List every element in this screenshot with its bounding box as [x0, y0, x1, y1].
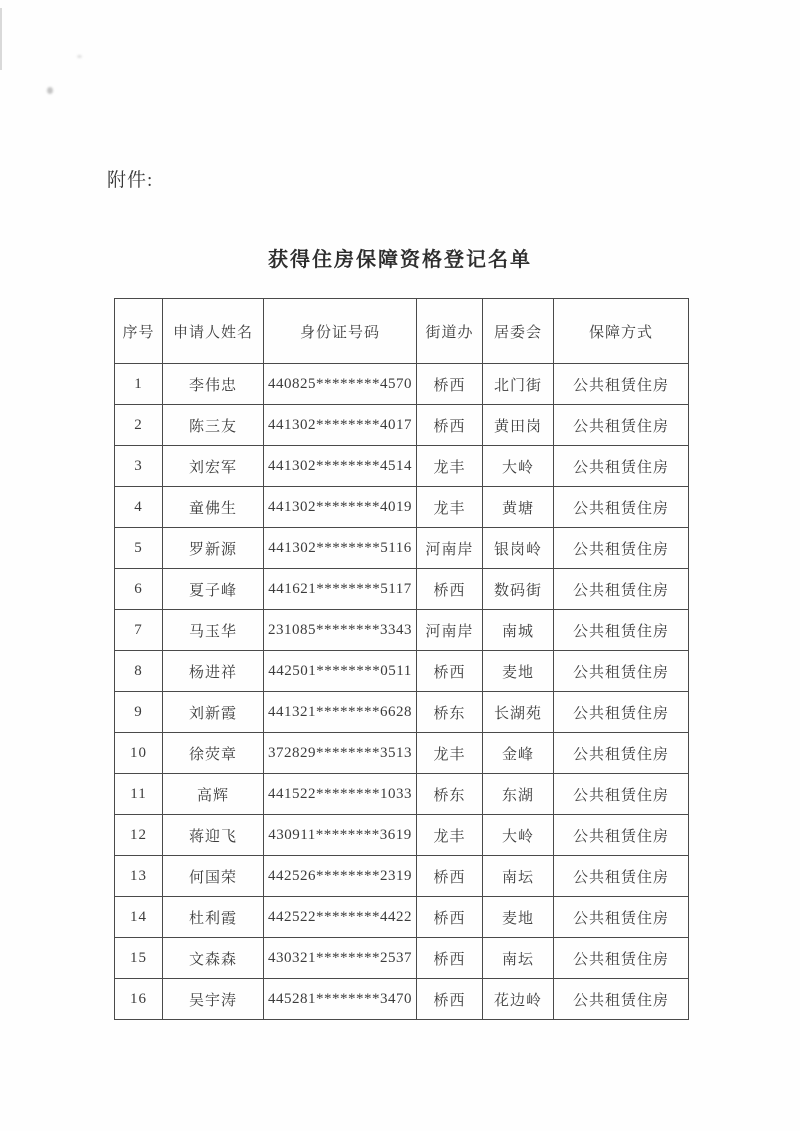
cell-method: 公共租赁住房 [554, 938, 689, 979]
column-header-method: 保障方式 [554, 299, 689, 364]
cell-index: 2 [115, 405, 163, 446]
cell-committee: 麦地 [483, 897, 554, 938]
cell-name: 刘新霞 [163, 692, 264, 733]
cell-name: 高辉 [163, 774, 264, 815]
cell-street: 桥西 [417, 979, 483, 1020]
cell-method: 公共租赁住房 [554, 897, 689, 938]
cell-committee: 长湖苑 [483, 692, 554, 733]
cell-id-number: 372829********3513 [264, 733, 417, 774]
cell-method: 公共租赁住房 [554, 815, 689, 856]
cell-committee: 南坛 [483, 856, 554, 897]
cell-street: 龙丰 [417, 815, 483, 856]
cell-id-number: 441302********4017 [264, 405, 417, 446]
cell-name: 徐荧章 [163, 733, 264, 774]
cell-name: 吴宇涛 [163, 979, 264, 1020]
cell-name: 夏子峰 [163, 569, 264, 610]
cell-id-number: 441302********5116 [264, 528, 417, 569]
table-row [115, 897, 689, 938]
table-row [115, 815, 689, 856]
cell-index: 13 [115, 856, 163, 897]
table-row [115, 774, 689, 815]
table-row [115, 528, 689, 569]
cell-committee: 南城 [483, 610, 554, 651]
cell-id-number: 440825********4570 [264, 364, 417, 405]
cell-committee: 数码街 [483, 569, 554, 610]
cell-committee: 黄田岗 [483, 405, 554, 446]
cell-index: 9 [115, 692, 163, 733]
cell-street: 桥东 [417, 692, 483, 733]
cell-id-number: 442501********0511 [264, 651, 417, 692]
cell-committee: 麦地 [483, 651, 554, 692]
table-row [115, 733, 689, 774]
cell-method: 公共租赁住房 [554, 528, 689, 569]
table-row [115, 979, 689, 1020]
table-row [115, 938, 689, 979]
cell-id-number: 441621********5117 [264, 569, 417, 610]
scan-speck-artifact [47, 87, 53, 94]
cell-id-number: 441522********1033 [264, 774, 417, 815]
cell-index: 5 [115, 528, 163, 569]
cell-index: 14 [115, 897, 163, 938]
cell-street: 龙丰 [417, 487, 483, 528]
cell-index: 7 [115, 610, 163, 651]
cell-id-number: 430911********3619 [264, 815, 417, 856]
cell-index: 6 [115, 569, 163, 610]
cell-name: 杨进祥 [163, 651, 264, 692]
cell-committee: 银岗岭 [483, 528, 554, 569]
cell-name: 李伟忠 [163, 364, 264, 405]
cell-index: 1 [115, 364, 163, 405]
cell-street: 桥西 [417, 651, 483, 692]
cell-id-number: 441302********4514 [264, 446, 417, 487]
cell-committee: 金峰 [483, 733, 554, 774]
cell-method: 公共租赁住房 [554, 856, 689, 897]
table-row [115, 487, 689, 528]
cell-street: 河南岸 [417, 528, 483, 569]
column-header-street: 街道办 [417, 299, 483, 364]
cell-street: 桥西 [417, 405, 483, 446]
cell-method: 公共租赁住房 [554, 979, 689, 1020]
cell-method: 公共租赁住房 [554, 651, 689, 692]
table-row [115, 610, 689, 651]
scan-speck-artifact [77, 55, 82, 58]
cell-committee: 大岭 [483, 446, 554, 487]
cell-street: 龙丰 [417, 733, 483, 774]
cell-street: 桥西 [417, 364, 483, 405]
table-row [115, 364, 689, 405]
cell-id-number: 442526********2319 [264, 856, 417, 897]
cell-name: 何国荣 [163, 856, 264, 897]
cell-name: 陈三友 [163, 405, 264, 446]
cell-method: 公共租赁住房 [554, 774, 689, 815]
cell-street: 桥西 [417, 897, 483, 938]
cell-name: 童佛生 [163, 487, 264, 528]
cell-method: 公共租赁住房 [554, 692, 689, 733]
cell-committee: 东湖 [483, 774, 554, 815]
cell-index: 16 [115, 979, 163, 1020]
cell-committee: 花边岭 [483, 979, 554, 1020]
table-row [115, 405, 689, 446]
cell-name: 蒋迎飞 [163, 815, 264, 856]
cell-committee: 黄塘 [483, 487, 554, 528]
cell-method: 公共租赁住房 [554, 405, 689, 446]
cell-name: 文森森 [163, 938, 264, 979]
table-row [115, 569, 689, 610]
cell-name: 罗新源 [163, 528, 264, 569]
cell-street: 桥西 [417, 856, 483, 897]
cell-id-number: 442522********4422 [264, 897, 417, 938]
cell-name: 刘宏军 [163, 446, 264, 487]
column-header-name: 申请人姓名 [163, 299, 264, 364]
column-header-index: 序号 [115, 299, 163, 364]
cell-method: 公共租赁住房 [554, 733, 689, 774]
table-row [115, 651, 689, 692]
page-title: 获得住房保障资格登记名单 [268, 249, 532, 271]
cell-street: 河南岸 [417, 610, 483, 651]
cell-method: 公共租赁住房 [554, 487, 689, 528]
column-header-id-number: 身份证号码 [264, 299, 417, 364]
cell-committee: 南坛 [483, 938, 554, 979]
cell-id-number: 231085********3343 [264, 610, 417, 651]
column-header-committee: 居委会 [483, 299, 554, 364]
cell-street: 龙丰 [417, 446, 483, 487]
cell-street: 桥西 [417, 569, 483, 610]
scan-edge-artifact [0, 8, 2, 70]
cell-street: 桥西 [417, 938, 483, 979]
table-row [115, 446, 689, 487]
cell-index: 4 [115, 487, 163, 528]
cell-id-number: 430321********2537 [264, 938, 417, 979]
cell-index: 15 [115, 938, 163, 979]
attachment-label: 附件: [107, 170, 154, 191]
cell-committee: 北门街 [483, 364, 554, 405]
cell-index: 3 [115, 446, 163, 487]
cell-name: 马玉华 [163, 610, 264, 651]
table-header-row [115, 299, 689, 364]
cell-index: 12 [115, 815, 163, 856]
table-row [115, 856, 689, 897]
table-row [115, 692, 689, 733]
cell-id-number: 445281********3470 [264, 979, 417, 1020]
cell-id-number: 441302********4019 [264, 487, 417, 528]
cell-index: 10 [115, 733, 163, 774]
cell-method: 公共租赁住房 [554, 569, 689, 610]
table-body [115, 364, 689, 1020]
cell-index: 8 [115, 651, 163, 692]
cell-method: 公共租赁住房 [554, 610, 689, 651]
cell-street: 桥东 [417, 774, 483, 815]
cell-index: 11 [115, 774, 163, 815]
cell-method: 公共租赁住房 [554, 364, 689, 405]
cell-id-number: 441321********6628 [264, 692, 417, 733]
cell-method: 公共租赁住房 [554, 446, 689, 487]
cell-committee: 大岭 [483, 815, 554, 856]
registration-table [114, 298, 689, 1020]
cell-name: 杜利霞 [163, 897, 264, 938]
